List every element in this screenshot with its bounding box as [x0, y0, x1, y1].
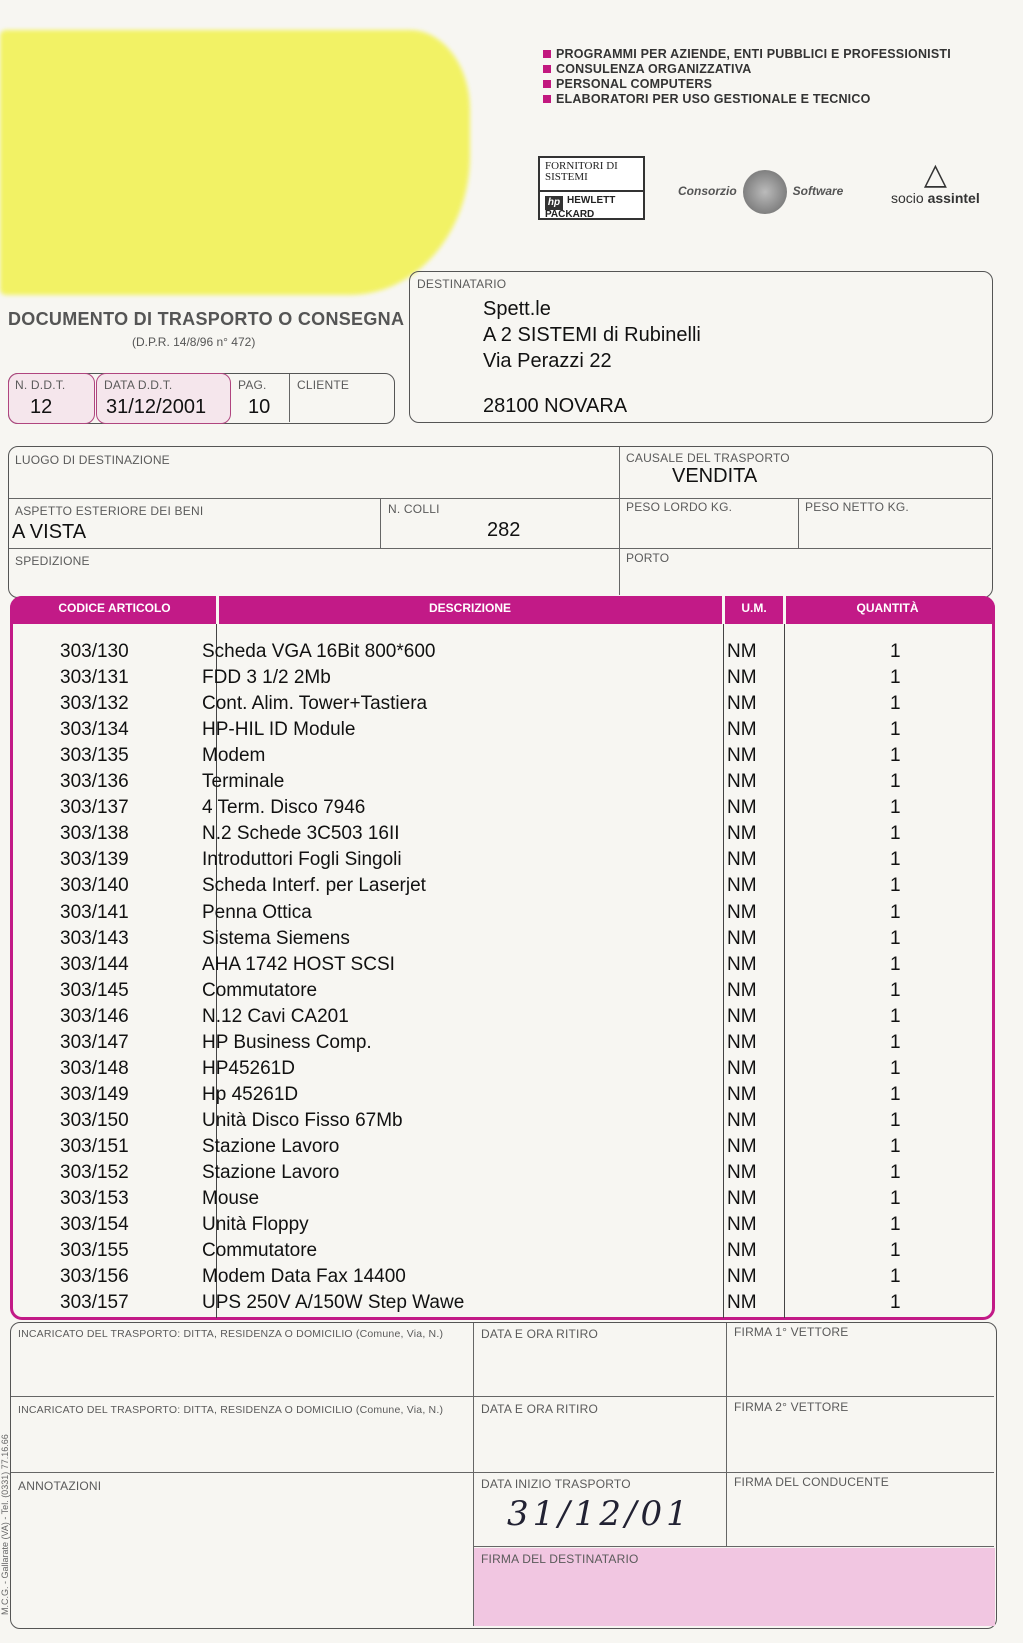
item-unit: NM: [727, 1162, 757, 1183]
service-item: PROGRAMMI PER AZIENDE, ENTI PUBBLICI E PROFESSIONISTI: [543, 47, 951, 62]
item-unit: NM: [727, 1109, 757, 1131]
firma-conducente-label: FIRMA DEL CONDUCENTE: [734, 1475, 889, 1489]
causale-value: VENDITA: [672, 465, 758, 487]
item-unit: NM: [727, 1057, 757, 1079]
item-quantity: 1: [890, 823, 901, 845]
hp-logo-top-text: FORNITORI DI SISTEMI: [540, 158, 643, 192]
item-quantity: 1: [890, 797, 901, 819]
divider: [9, 548, 991, 549]
recipient-label: DESTINATARIO: [417, 277, 507, 291]
hp-logo-bottom-text: HEWLETT PACKARD: [545, 195, 616, 220]
item-code: 303/151: [60, 1135, 129, 1157]
item-quantity: 1: [890, 771, 901, 793]
bullet-square-icon: [543, 65, 551, 73]
item-description: Modem Data Fax 14400: [202, 1266, 406, 1288]
item-quantity: 1: [890, 1005, 901, 1027]
consorzio-software-logo: Consorzio Software: [678, 170, 843, 214]
divider: [289, 374, 290, 422]
item-unit: NM: [727, 667, 757, 689]
incaricato-1-label: INCARICATO DEL TRASPORTO: DITTA, RESIDENZA O DOMICILIO (Comune, Via, N.): [18, 1328, 444, 1340]
table-row: [0, 1084, 1000, 1110]
table-row: [0, 928, 1000, 954]
item-description: Terminale: [202, 771, 285, 793]
item-description: Mouse: [202, 1188, 260, 1210]
item-quantity: 1: [890, 1109, 901, 1131]
table-row: [0, 849, 1000, 875]
item-quantity: 1: [890, 1188, 901, 1210]
item-description: Cont. Alim. Tower+Tastiera: [202, 693, 428, 715]
assintel-logo: △ socio assintel: [891, 158, 980, 206]
printer-credit: M.C.G. - Gallarate (VA) - Tel. (0331) 77.16.66: [0, 1434, 10, 1615]
item-code: 303/144: [60, 953, 129, 975]
item-quantity: 1: [890, 953, 901, 975]
table-row: [0, 1032, 1000, 1058]
table-row: [0, 771, 1000, 797]
item-description: HP Business Comp.: [202, 1031, 372, 1053]
item-code: 303/140: [60, 875, 129, 897]
item-code: 303/156: [60, 1266, 129, 1288]
table-row: [0, 693, 1000, 719]
item-description: Commutatore: [202, 979, 318, 1001]
seal-icon: [743, 170, 787, 214]
table-row: [0, 719, 1000, 745]
item-unit: NM: [727, 927, 757, 949]
item-unit: NM: [727, 797, 757, 819]
header-divider: [783, 596, 786, 624]
table-row: [0, 1214, 1000, 1240]
table-row: [0, 1058, 1000, 1084]
ddt-number-value: 12: [30, 396, 53, 418]
peso-lordo-label: PESO LORDO KG.: [626, 500, 733, 514]
item-description: Commutatore: [202, 1240, 318, 1262]
item-unit: NM: [727, 1031, 757, 1053]
item-description: FDD 3 1/2 2Mb: [202, 667, 331, 689]
highlighter-mark: [0, 30, 470, 295]
item-description: Hp 45261D: [202, 1083, 299, 1105]
item-quantity: 1: [890, 901, 901, 923]
causale-label: CAUSALE DEL TRASPORTO: [626, 451, 790, 465]
header-codice: CODICE ARTICOLO: [58, 601, 171, 615]
item-description: AHA 1742 HOST SCSI: [202, 953, 395, 975]
item-code: 303/149: [60, 1083, 129, 1105]
table-row: [0, 1188, 1000, 1214]
item-quantity: 1: [890, 745, 901, 767]
firma-vettore-1-label: FIRMA 1° VETTORE: [734, 1325, 849, 1339]
colli-value: 282: [487, 519, 521, 541]
item-quantity: 1: [890, 849, 901, 871]
inizio-trasporto-handwritten-value: 31/12/01: [507, 1494, 692, 1534]
document-title: DOCUMENTO DI TRASPORTO O CONSEGNA: [8, 309, 405, 329]
recipient-line-4: 28100 NOVARA: [483, 395, 628, 417]
item-unit: NM: [727, 1083, 757, 1105]
peso-netto-label: PESO NETTO KG.: [805, 500, 909, 514]
hp-supplier-logo: [538, 156, 645, 220]
bullet-square-icon: [543, 95, 551, 103]
item-quantity: 1: [890, 1240, 901, 1262]
ddt-date-label: DATA D.D.T.: [104, 378, 173, 392]
item-unit: NM: [727, 901, 757, 923]
item-unit: NM: [727, 1240, 757, 1262]
item-quantity: 1: [890, 1057, 901, 1079]
item-code: 303/153: [60, 1188, 129, 1210]
client-label: CLIENTE: [297, 378, 350, 392]
inizio-trasporto-label: DATA INIZIO TRASPORTO: [481, 1477, 631, 1491]
item-quantity: 1: [890, 641, 901, 662]
destination-label: LUOGO DI DESTINAZIONE: [15, 453, 170, 467]
item-code: 303/139: [60, 849, 129, 871]
item-unit: NM: [727, 823, 757, 845]
header-divider: [216, 596, 219, 624]
table-row: [0, 902, 1000, 928]
item-code: 303/134: [60, 719, 129, 741]
recipient-line-3: Via Perazzi 22: [483, 350, 612, 372]
item-quantity: 1: [890, 1266, 901, 1288]
divider: [9, 498, 991, 499]
item-code: 303/130: [60, 641, 129, 662]
table-row: [0, 1240, 1000, 1266]
page-value: 10: [248, 396, 271, 418]
assintel-mark-icon: △: [923, 158, 947, 191]
divider: [380, 499, 381, 548]
item-code: 303/157: [60, 1292, 129, 1314]
porto-label: PORTO: [626, 551, 670, 565]
table-row: [0, 954, 1000, 980]
item-description: Modem: [202, 745, 266, 767]
item-description: Penna Ottica: [202, 901, 312, 923]
document-subtitle: (D.P.R. 14/8/96 n° 472): [132, 335, 256, 349]
item-code: 303/150: [60, 1109, 129, 1131]
ritiro-1-label: DATA E ORA RITIRO: [481, 1327, 598, 1341]
item-code: 303/155: [60, 1240, 129, 1262]
item-code: 303/152: [60, 1162, 129, 1183]
item-description: Unità Disco Fisso 67Mb: [202, 1109, 403, 1131]
header-descrizione: DESCRIZIONE: [428, 601, 511, 615]
item-unit: NM: [727, 1005, 757, 1027]
service-item: PERSONAL COMPUTERS: [543, 77, 951, 92]
item-unit: NM: [727, 1266, 757, 1288]
item-unit: NM: [727, 875, 757, 897]
item-description: HP45261D: [202, 1057, 295, 1079]
item-description: Scheda Interf. per Laserjet: [202, 875, 426, 897]
recipient-line-2: A 2 SISTEMI di Rubinelli: [483, 324, 701, 346]
item-unit: NM: [727, 1135, 757, 1157]
incaricato-2-label: INCARICATO DEL TRASPORTO: DITTA, RESIDENZA O DOMICILIO (Comune, Via, N.): [18, 1404, 444, 1416]
aspetto-value: A VISTA: [12, 521, 87, 543]
header-quantita: QUANTITÀ: [856, 601, 919, 615]
table-row: [0, 1292, 1000, 1318]
divider: [619, 447, 620, 595]
item-description: HP-HIL ID Module: [202, 719, 356, 741]
bullet-square-icon: [543, 50, 551, 58]
item-quantity: 1: [890, 979, 901, 1001]
firma-vettore-2-label: FIRMA 2° VETTORE: [734, 1400, 849, 1414]
item-unit: NM: [727, 1292, 757, 1314]
divider: [798, 499, 799, 548]
item-unit: NM: [727, 641, 757, 662]
item-quantity: 1: [890, 1031, 901, 1053]
table-row: [0, 823, 1000, 849]
item-unit: NM: [727, 745, 757, 767]
service-item: ELABORATORI PER USO GESTIONALE E TECNICO: [543, 92, 951, 107]
table-row: [0, 1110, 1000, 1136]
item-code: 303/147: [60, 1031, 129, 1053]
aspetto-label: ASPETTO ESTERIORE DEI BENI: [15, 504, 204, 518]
item-quantity: 1: [890, 719, 901, 741]
divider: [11, 1396, 994, 1397]
item-description: Stazione Lavoro: [202, 1162, 340, 1183]
firma-destinatario-label: FIRMA DEL DESTINATARIO: [481, 1552, 639, 1566]
item-code: 303/154: [60, 1214, 129, 1236]
item-code: 303/143: [60, 927, 129, 949]
page-label: PAG.: [238, 378, 267, 392]
divider: [11, 1472, 994, 1473]
table-row: [0, 1162, 1000, 1188]
recipient-line-1: Spett.le: [483, 298, 551, 320]
item-unit: NM: [727, 953, 757, 975]
spedizione-label: SPEDIZIONE: [15, 554, 90, 568]
item-quantity: 1: [890, 875, 901, 897]
item-code: 303/138: [60, 823, 129, 845]
item-code: 303/148: [60, 1057, 129, 1079]
item-unit: NM: [727, 1214, 757, 1236]
item-quantity: 1: [890, 1135, 901, 1157]
item-code: 303/137: [60, 797, 129, 819]
item-description: Sistema Siemens: [202, 927, 350, 949]
item-description: 4 Term. Disco 7946: [202, 797, 366, 819]
item-code: 303/131: [60, 667, 129, 689]
item-code: 303/141: [60, 901, 129, 923]
item-quantity: 1: [890, 693, 901, 715]
item-code: 303/146: [60, 1005, 129, 1027]
services-list: [543, 47, 951, 107]
table-row: [0, 797, 1000, 823]
ddt-date-value: 31/12/2001: [106, 396, 207, 418]
ddt-number-label: N. D.D.T.: [15, 378, 66, 392]
table-row: [0, 745, 1000, 771]
table-row: [0, 875, 1000, 901]
item-description: Unità Floppy: [202, 1214, 309, 1236]
item-code: 303/132: [60, 693, 129, 715]
item-quantity: 1: [890, 1083, 901, 1105]
item-unit: NM: [727, 693, 757, 715]
header-um: U.M.: [741, 601, 767, 615]
item-quantity: 1: [890, 1214, 901, 1236]
item-unit: NM: [727, 979, 757, 1001]
item-code: 303/145: [60, 979, 129, 1001]
divider: [726, 1323, 727, 1547]
service-item: CONSULENZA ORGANIZZATIVA: [543, 62, 951, 77]
item-description: N.2 Schede 3C503 16II: [202, 823, 400, 845]
table-row: [0, 980, 1000, 1006]
item-quantity: 1: [890, 1292, 901, 1314]
item-quantity: 1: [890, 667, 901, 689]
table-row: [0, 1266, 1000, 1292]
item-description: N.12 Cavi CA201: [202, 1005, 349, 1027]
item-description: Introduttori Fogli Singoli: [202, 849, 402, 871]
item-unit: NM: [727, 849, 757, 871]
table-row: [0, 667, 1000, 693]
table-row: [0, 641, 1000, 667]
bullet-square-icon: [543, 80, 551, 88]
item-unit: NM: [727, 1188, 757, 1210]
hp-mark-icon: hp: [545, 196, 563, 210]
ritiro-2-label: DATA E ORA RITIRO: [481, 1402, 598, 1416]
item-quantity: 1: [890, 1162, 901, 1183]
item-description: UPS 250V A/150W Step Wawe: [202, 1292, 465, 1314]
table-row: [0, 1006, 1000, 1032]
item-description: Stazione Lavoro: [202, 1135, 340, 1157]
item-code: 303/136: [60, 771, 129, 793]
item-quantity: 1: [890, 927, 901, 949]
item-code: 303/135: [60, 745, 129, 767]
divider: [474, 1546, 994, 1547]
table-row: [0, 1136, 1000, 1162]
item-description: Scheda VGA 16Bit 800*600: [202, 641, 436, 662]
item-unit: NM: [727, 719, 757, 741]
annotazioni-label: ANNOTAZIONI: [18, 1479, 102, 1493]
colli-label: N. COLLI: [388, 502, 440, 516]
item-unit: NM: [727, 771, 757, 793]
